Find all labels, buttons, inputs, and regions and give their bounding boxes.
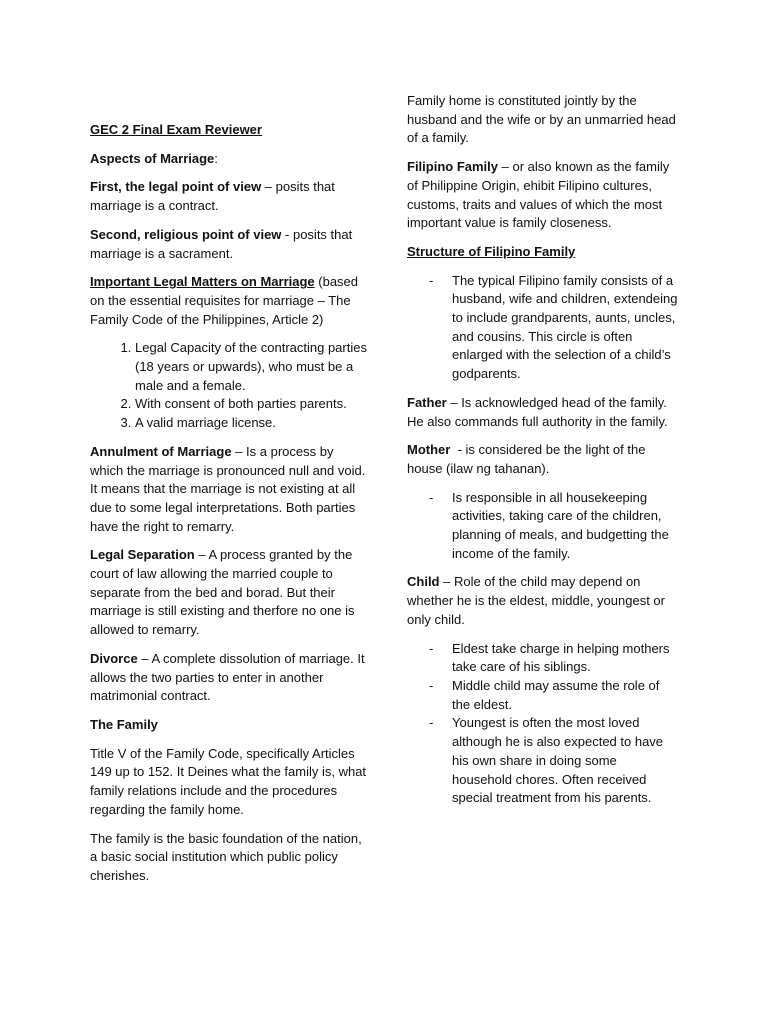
annulment-text: – Is a process by which the marriage is pronounced null and void. It means that the marriage is not existing at all due to some legal interpretations. Both parties have the right to remarry. <box>90 443 366 534</box>
list-item: - Eldest take charge in helping mothers take care of his siblings. <box>429 640 670 675</box>
structure-heading: Structure of Filipino Family <box>407 243 576 259</box>
family-home-para: Family home is constituted jointly by the husband and the wife or by an unmarried head of a family. <box>407 93 676 146</box>
religious-view-text: - posits that marriage is a sacrament. <box>90 226 353 261</box>
list-item: 2. With consent of both parties parents. <box>135 395 368 414</box>
dash-bullet: - <box>429 640 434 656</box>
divorce-term: Divorce <box>90 650 138 666</box>
filipino-family-text: – or also known as the family of Philippine Origin, ehibit Filipino cultures, customs, traits and values of which the most important value is family closeness. <box>407 159 670 231</box>
child-term: Child <box>407 574 440 590</box>
annulment-term: Annulment of Marriage <box>90 443 232 459</box>
requisites-list <box>90 339 368 433</box>
legal-matters-term: Important Legal Matters on Marriage <box>90 274 315 290</box>
aspects-colon: : <box>214 150 218 166</box>
aspects-heading-para <box>90 150 368 169</box>
annulment-para <box>90 443 368 537</box>
divorce-text: – A complete dissolution of marriage. It allows the two parties to enter in another matrimonial contract. <box>90 650 365 704</box>
father-text: – Is acknowledged head of the family. He also commands full authority in the family. <box>407 394 668 429</box>
dash-bullet: - <box>429 489 434 505</box>
list-item: - Youngest is often the most loved although he is also expected to have his own share in doing some household chores. Often received special treatment from his parents. <box>429 715 664 806</box>
legal-separation-term: Legal Separation <box>90 547 195 563</box>
mother-list <box>407 489 679 564</box>
right-column <box>407 92 679 818</box>
list-item: 1. Legal Capacity of the contracting parties (18 years or upwards), who must be a male and a female. <box>135 339 368 395</box>
legal-view-term: First, the legal point of view <box>90 179 262 195</box>
legal-view-para <box>90 178 368 215</box>
family-foundation-para: The family is the basic foundation of the nation, a basic social institution which public policy cherishes. <box>90 830 362 883</box>
legal-matters-para <box>90 273 368 329</box>
legal-separation-text: – A process granted by the court of law allowing the married couple to separate from the bed and borad. But their marriage is still existing and therfore no one is allowed to remarry. <box>90 547 355 638</box>
legal-view-text: – posits that marriage is a contract. <box>90 179 335 214</box>
filipino-family-para <box>407 158 679 233</box>
mother-para <box>407 441 679 478</box>
page-title: GEC 2 Final Exam Reviewer <box>90 122 262 137</box>
child-list <box>407 640 679 808</box>
aspects-heading: Aspects of Marriage <box>90 150 215 166</box>
list-item: - Is responsible in all housekeeping activities, taking care of the children, planning of meals, and budgetting the income of the family. <box>429 489 669 561</box>
religious-view-term: Second, religious point of view <box>90 226 282 242</box>
mother-term: Mother <box>407 442 451 458</box>
mother-text: - is considered be the light of the house (ilaw ng tahanan). <box>407 442 650 476</box>
child-text: – Role of the child may depend on whether he is the eldest, middle, youngest or only child. <box>407 574 665 627</box>
religious-view-para <box>90 226 368 263</box>
legal-matters-text: (based on the essential requisites for marriage – The Family Code of the Philippines, Article 2) <box>90 274 359 327</box>
child-para <box>407 573 679 629</box>
dash-bullet: - <box>429 272 434 288</box>
list-item: - The typical Filipino family consists of a husband, wife and children, extendeing to include grandparents, aunts, uncles, and cousins. This circle is often enlarged with the selection of a child’s godparents. <box>429 272 678 382</box>
structure-list <box>407 272 679 384</box>
father-para <box>407 394 679 431</box>
filipino-family-term: Filipino Family <box>407 159 499 175</box>
dash-bullet: - <box>429 677 434 693</box>
divorce-para <box>90 650 368 706</box>
list-item: - Middle child may assume the role of the eldest. <box>429 677 660 712</box>
family-code-para: Title V of the Family Code, specifically Articles 149 up to 152. It Deines what the family is, what family relations include and the procedures regarding the family home. <box>90 745 367 817</box>
family-heading: The Family <box>90 716 158 732</box>
legal-separation-para <box>90 546 368 640</box>
left-column <box>90 121 368 896</box>
father-term: Father <box>407 394 447 410</box>
list-item: 3. A valid marriage license. <box>135 414 368 433</box>
dash-bullet: - <box>429 715 434 731</box>
